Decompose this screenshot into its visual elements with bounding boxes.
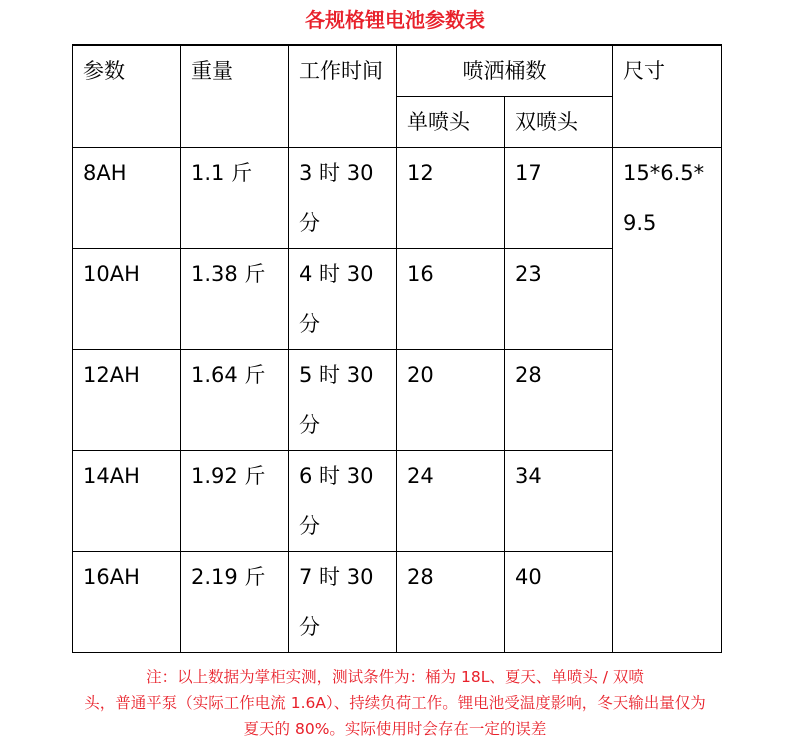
cell-worktime: 7 时 30 分 bbox=[289, 552, 397, 653]
cell-worktime: 4 时 30 分 bbox=[289, 249, 397, 350]
header-double-nozzle: 双喷头 bbox=[505, 97, 613, 148]
cell-single: 24 bbox=[397, 451, 505, 552]
header-size: 尺寸 bbox=[613, 45, 722, 148]
cell-double: 28 bbox=[505, 350, 613, 451]
cell-double: 34 bbox=[505, 451, 613, 552]
cell-double: 40 bbox=[505, 552, 613, 653]
cell-weight: 2.19 斤 bbox=[181, 552, 289, 653]
cell-weight: 1.1 斤 bbox=[181, 148, 289, 249]
cell-weight: 1.92 斤 bbox=[181, 451, 289, 552]
table-row bbox=[73, 148, 722, 249]
cell-size: 15*6.5*9.5 bbox=[613, 148, 722, 653]
footnote-line: 头，普通平泵（实际工作电流 1.6A）、持续负荷工作。锂电池受温度影响，冬天输出量仅为 bbox=[84, 694, 706, 712]
footnote bbox=[40, 664, 750, 742]
cell-double: 17 bbox=[505, 148, 613, 249]
cell-param: 8AH bbox=[73, 148, 181, 249]
header-weight: 重量 bbox=[181, 45, 289, 148]
cell-double: 23 bbox=[505, 249, 613, 350]
cell-single: 20 bbox=[397, 350, 505, 451]
cell-single: 16 bbox=[397, 249, 505, 350]
cell-worktime: 3 时 30 分 bbox=[289, 148, 397, 249]
cell-weight: 1.64 斤 bbox=[181, 350, 289, 451]
cell-param: 14AH bbox=[73, 451, 181, 552]
header-param: 参数 bbox=[73, 45, 181, 148]
cell-param: 12AH bbox=[73, 350, 181, 451]
header-worktime: 工作时间 bbox=[289, 45, 397, 148]
battery-spec-table bbox=[72, 44, 722, 653]
footnote-line: 夏天的 80%。实际使用时会存在一定的误差 bbox=[243, 720, 547, 738]
header-spray-group: 喷洒桶数 bbox=[397, 45, 613, 97]
header-single-nozzle: 单喷头 bbox=[397, 97, 505, 148]
cell-param: 16AH bbox=[73, 552, 181, 653]
cell-param: 10AH bbox=[73, 249, 181, 350]
cell-single: 28 bbox=[397, 552, 505, 653]
page-title: 各规格锂电池参数表 bbox=[305, 8, 485, 32]
footnote-line: 注：以上数据为掌柜实测，测试条件为：桶为 18L、夏天、单喷头 / 双喷 bbox=[146, 668, 644, 686]
cell-worktime: 5 时 30 分 bbox=[289, 350, 397, 451]
cell-single: 12 bbox=[397, 148, 505, 249]
cell-weight: 1.38 斤 bbox=[181, 249, 289, 350]
cell-worktime: 6 时 30 分 bbox=[289, 451, 397, 552]
